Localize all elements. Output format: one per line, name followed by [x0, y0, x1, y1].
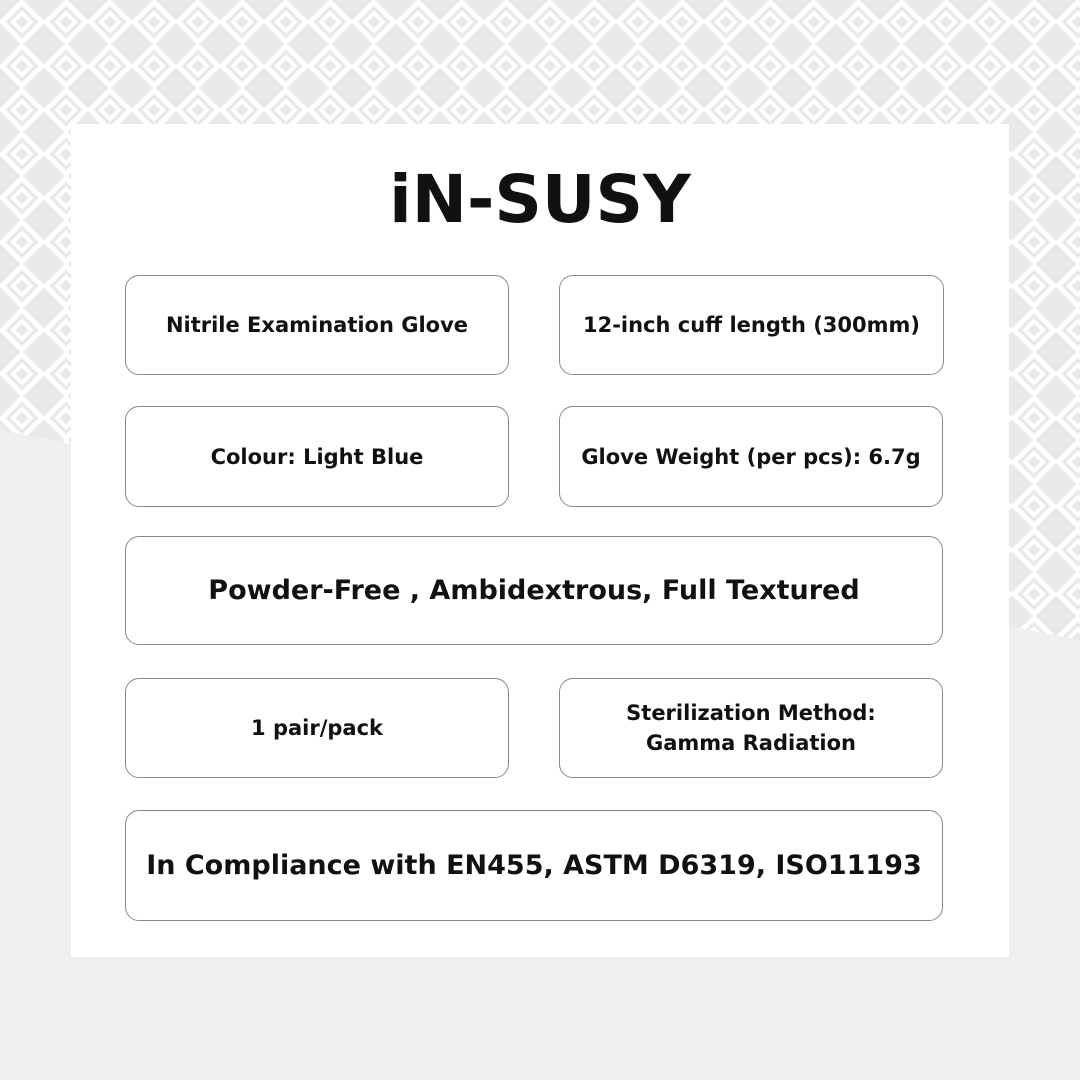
spec-compliance-label: In Compliance with EN455, ASTM D6319, ISO11193	[146, 849, 922, 881]
spec-product-type-label: Nitrile Examination Glove	[165, 313, 469, 337]
spec-features	[125, 536, 943, 645]
spec-cuff-length-label: 12-inch cuff length (300mm)	[582, 313, 921, 337]
spec-weight-label: Glove Weight (per pcs): 6.7g	[581, 444, 921, 469]
spec-product-type	[125, 275, 509, 375]
spec-sterilization-line2: Gamma Radiation	[645, 731, 856, 755]
spec-weight	[559, 406, 943, 507]
spec-sterilization-line1: Sterilization Method:	[626, 701, 876, 725]
spec-colour	[125, 406, 509, 507]
spec-sterilization	[559, 678, 943, 778]
spec-compliance	[125, 810, 943, 921]
spec-colour-label: Colour: Light Blue	[210, 444, 424, 469]
spec-cuff-length	[559, 275, 944, 375]
spec-features-label: Powder-Free , Ambidextrous, Full Textured	[208, 574, 860, 606]
spec-pack	[125, 678, 509, 778]
spec-pack-label: 1 pair/pack	[251, 716, 383, 740]
brand-title: iN-SUSY	[389, 161, 691, 238]
